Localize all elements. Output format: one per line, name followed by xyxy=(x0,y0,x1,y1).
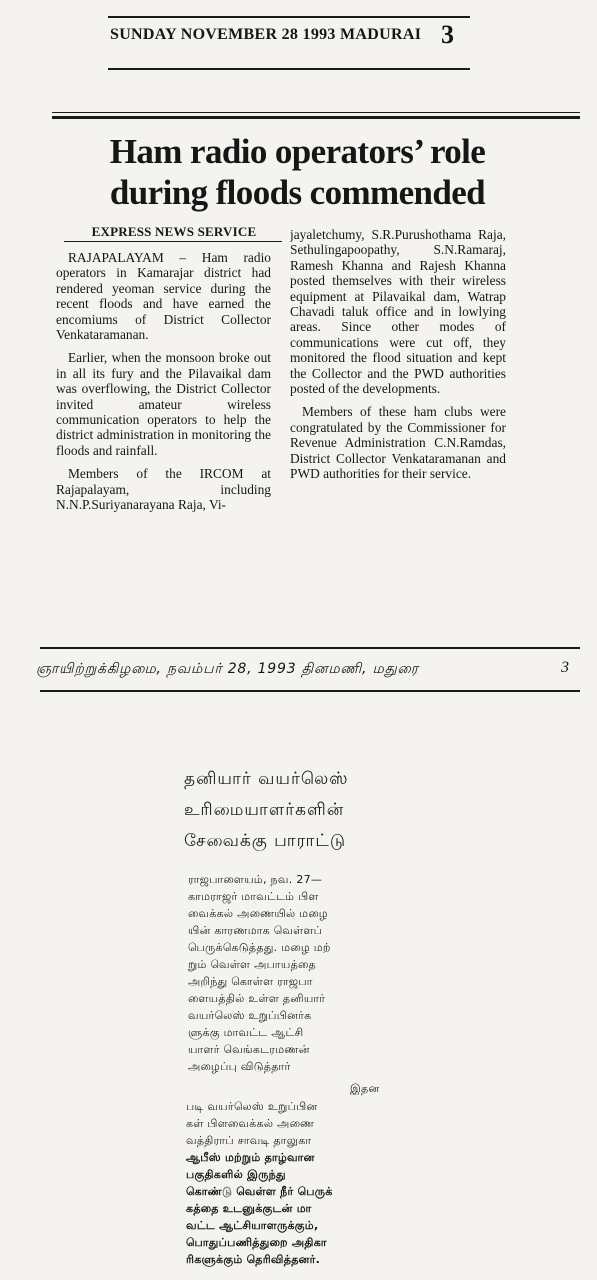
tamil-body-line: ளையத்தில் உள்ள தனியார் xyxy=(188,992,326,1005)
article-paragraph: Members of the IRCOM at Rajapalayam, including N.N.P.Suriyanarayana Raja, Vi- xyxy=(56,466,271,513)
top-rule xyxy=(108,16,470,18)
article-paragraph: RAJAPALAYAM – Ham radio operators in Kamarajar district had rendered yeoman service during the recent floods and have earned the encomiums of District Collector Venkataramanan. xyxy=(56,250,271,343)
article-paragraph: Members of these ham clubs were congratulated by the Commissioner for Revenue Administration C.N.Ramdas, District Collector Venkataramanan and PWD authorities for their service. xyxy=(290,404,506,482)
tamil-body-line: பொதுப்பணித்துறை அதிகா xyxy=(186,1236,327,1249)
headline xyxy=(40,131,555,213)
tamil-body-line: கத்தை உடனுக்குடன் மா xyxy=(186,1202,312,1215)
dateline: SUNDAY NOVEMBER 28 1993 MADURAI xyxy=(110,26,422,43)
tamil-headline-line-2: உரிமையாளர்களின் xyxy=(184,800,345,820)
tamil-headline xyxy=(184,764,424,857)
tamil-body-line: ளுக்கு மாவட்ட ஆட்சி xyxy=(188,1026,304,1039)
tamil-body-line: ராஜபாளையம், நவ. 27— xyxy=(188,873,323,886)
page-number: 3 xyxy=(441,20,454,49)
tamil-body-line: வட்ட ஆட்சியாளருக்கும், xyxy=(186,1219,319,1232)
tamil-body-line: இதன xyxy=(350,1082,380,1095)
tamil-body-line: அழைப்பு விடுத்தார் xyxy=(188,1060,291,1073)
tamil-body-line: யின் காரணமாக வெள்ளப் xyxy=(188,924,323,937)
tamil-page-number: 3 xyxy=(561,659,569,676)
headline-line-2: during floods commended xyxy=(109,173,486,212)
tamil-headline-line-3: சேவைக்கு பாராட்டு xyxy=(184,831,347,851)
tamil-body-line: வயர்லெஸ் உறுப்பினர்க xyxy=(188,1009,312,1022)
tamil-top-rule xyxy=(40,647,580,649)
tamil-body-line: றும் வெள்ள அபாயத்தை xyxy=(188,958,316,971)
tamil-body-line: வத்திராப் சாவடி தாலுகா xyxy=(186,1134,312,1147)
headline-rule-thin xyxy=(52,112,580,113)
tamil-body-line: அறிந்து கொள்ள ராஜபா xyxy=(188,975,313,988)
masthead-rule xyxy=(108,68,470,70)
tamil-headline-line-1: தனியார் வயர்லெஸ் xyxy=(184,769,349,789)
tamil-body-line: படி வயர்லெஸ் உறுப்பின xyxy=(186,1100,318,1113)
tamil-body-line: காமராஜர் மாவட்டம் பிள xyxy=(188,890,319,903)
tamil-body-line: வைக்கல் அணையில் மழை xyxy=(188,907,328,920)
byline-rule xyxy=(64,241,282,242)
article-paragraph: Earlier, when the monsoon broke out in all its fury and the Pilavaikal dam was overflowing, the District Collector invited amateur wireless communication operators to help the district administration in monitoring the floods and rainfall. xyxy=(56,350,271,458)
article-column-1 xyxy=(56,250,271,540)
tamil-body-line: கள் பிளவைக்கல் அணை xyxy=(186,1117,315,1130)
tamil-body-line: பெருக்கெடுத்தது. மழை மற் xyxy=(188,941,331,954)
tamil-masthead-rule xyxy=(40,690,580,692)
tamil-body-line: பகுதிகளில் இருந்து xyxy=(186,1168,286,1181)
headline-rule-thick xyxy=(52,116,580,119)
tamil-body-line: ரிகளுக்கும் தெரிவித்தனர். xyxy=(186,1253,321,1266)
tamil-body-line: கொண்டு வெள்ள நீர் பெருக் xyxy=(186,1185,333,1198)
byline: EXPRESS NEWS SERVICE xyxy=(91,224,257,239)
tamil-body-line: ஆபீஸ் மற்றும் தாழ்வான xyxy=(186,1151,315,1164)
article-column-2 xyxy=(290,227,506,540)
article-paragraph: jayaletchumy, S.R.Purushothama Raja, Sethulingapoopathy, S.N.Ramaraj, Ramesh Khanna and Rajesh Khanna posted themselves with their wireless equipment at Pilavaikal dam, Watrap Chavadi taluk office and in lowlying areas. Since other modes of communications were cut off, they monitored the flood situation and kept the Collector and the PWD authorities posted of the developments. xyxy=(290,227,506,397)
headline-line-1: Ham radio operators’ role xyxy=(109,132,486,171)
tamil-body-line: யாளர் வெங்கடரமணன் xyxy=(188,1043,310,1056)
tamil-masthead: ஞாயிற்றுக்கிழமை, நவம்பர் 28, 1993 தினமணி, மதுரை xyxy=(36,661,419,677)
